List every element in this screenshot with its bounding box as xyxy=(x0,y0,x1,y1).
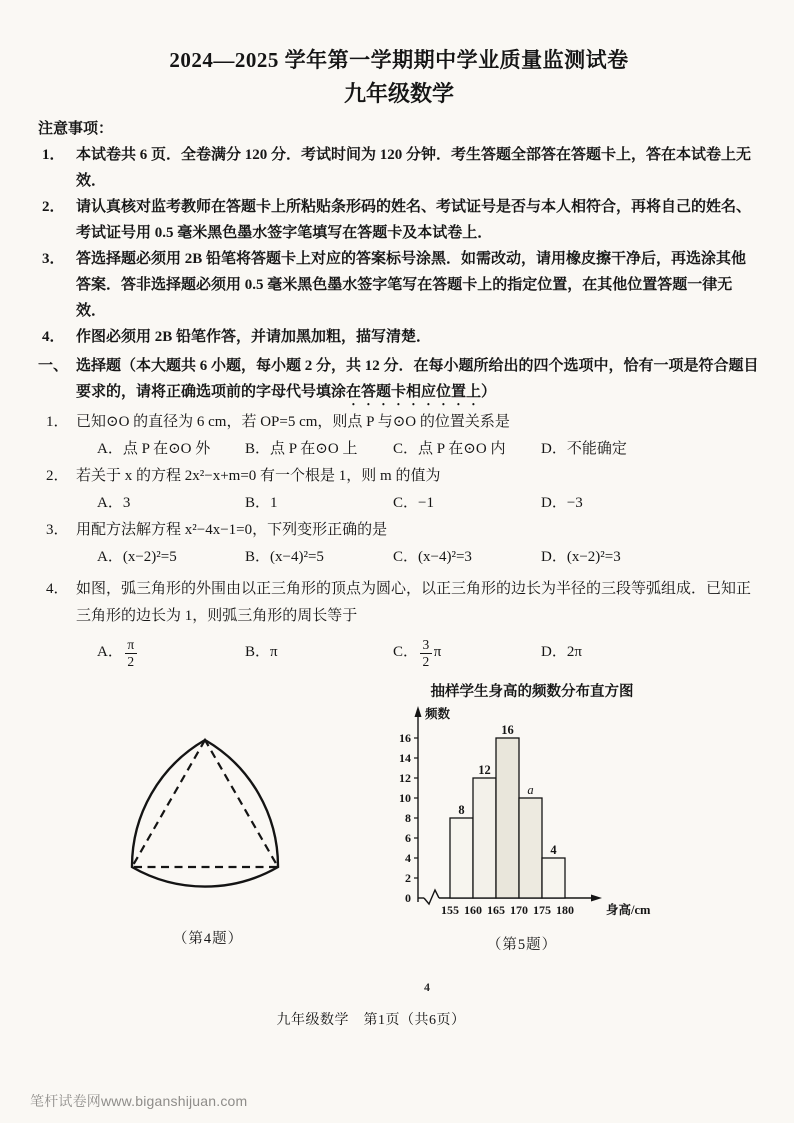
question-3-stem xyxy=(46,517,760,544)
option-c: C．−1 xyxy=(393,495,434,511)
question-text: 用配方法解方程 x²−4x−1=0，下列变形正确的是 xyxy=(76,522,388,538)
inner-dashed-triangle xyxy=(132,740,278,867)
notice-item-text: 本试卷共 6 页．全卷满分 120 分．考试时间为 120 分钟．考生答题全部答在答题卡上，答在本试卷上无效． xyxy=(76,147,752,189)
question-text: 若关于 x 的方程 2x²−x+m=0 有一个根是 1，则 m 的值为 xyxy=(76,468,441,484)
notice-item-text: 答选择题必须用 2B 铅笔将答题卡上对应的答案标号涂黑．如需改动，请用橡皮擦干净后，再选涂其他答案．答非选择题必须用 0.5 毫米黑色墨水签字笔写在答题卡上的指定位置，在其他位置答题一律无效． xyxy=(76,251,747,319)
question-2-stem xyxy=(46,463,760,490)
question-4-options xyxy=(97,630,760,674)
option-c: C．点 P 在⊙O 内 xyxy=(393,441,506,457)
svg-text:14: 14 xyxy=(399,751,411,765)
question-text: 已知⊙O 的直径为 6 cm，若 OP=5 cm，则点 P 与⊙O 的位置关系是 xyxy=(76,414,510,430)
chart-title: 抽样学生身高的频数分布直方图 xyxy=(430,684,634,700)
fraction xyxy=(125,637,137,669)
exam-subtitle: 九年级数学 xyxy=(343,81,454,106)
option-d: D．−3 xyxy=(541,495,583,511)
svg-text:175: 175 xyxy=(533,903,551,917)
notice-item-text: 请认真核对监考教师在答题卡上所粘贴条形码的姓名、考试证号是否与本人相符合，再将自己的姓名、考试证号用 0.5 毫米黑色墨水签字笔填写在答题卡及本试卷上． xyxy=(76,199,752,241)
fraction-denominator: 2 xyxy=(127,654,135,669)
option-a: A．(x−2)²=5 xyxy=(97,549,177,565)
watermark: 笔杆试卷网www.biganshijuan.com xyxy=(30,1093,248,1109)
question-2-options xyxy=(97,490,760,517)
option-label: B． xyxy=(245,643,271,660)
svg-text:8: 8 xyxy=(458,803,465,817)
svg-text:4: 4 xyxy=(550,843,557,857)
question-4-stem xyxy=(46,576,760,630)
option-d xyxy=(541,639,760,666)
option-c: C．(x−4)²=3 xyxy=(393,549,472,565)
question-4 xyxy=(38,576,760,674)
notice-item-number: 2． xyxy=(42,199,65,215)
question-3-options xyxy=(97,544,760,571)
svg-text:频数: 频数 xyxy=(425,707,451,721)
notice-item-3 xyxy=(42,246,760,324)
notice-item-1 xyxy=(42,142,760,194)
notice-item-number: 4． xyxy=(42,329,65,345)
fraction-numerator: 3 xyxy=(420,637,432,654)
reuleaux-outline xyxy=(132,740,278,887)
svg-text:16: 16 xyxy=(399,731,411,745)
option-value: π xyxy=(270,643,278,660)
svg-text:170: 170 xyxy=(510,903,528,917)
question-1 xyxy=(38,409,760,463)
option-b: B．(x−4)²=5 xyxy=(245,549,324,565)
svg-text:4: 4 xyxy=(405,851,411,865)
option-c xyxy=(393,636,541,668)
option-a: A．3 xyxy=(97,495,131,511)
svg-text:160: 160 xyxy=(464,903,482,917)
notice-item-4 xyxy=(42,324,760,350)
page-footer: 九年级数学 第1页（共6页） xyxy=(276,1013,466,1028)
option-suffix: π xyxy=(433,643,442,660)
svg-text:6: 6 xyxy=(405,831,411,845)
notice-item-number: 1． xyxy=(42,147,65,163)
figure-5-caption: （第5题） xyxy=(486,937,558,953)
option-label: D． xyxy=(541,643,567,660)
option-d: D．(x−2)²=3 xyxy=(541,549,621,565)
reuleaux-triangle-figure xyxy=(118,730,298,900)
svg-text:165: 165 xyxy=(487,903,505,917)
svg-text:8: 8 xyxy=(405,811,411,825)
height-histogram xyxy=(390,700,670,920)
notice-section xyxy=(38,117,760,350)
exam-title: 2024—2025 学年第一学期期中学业质量监测试卷 xyxy=(169,48,629,72)
question-2 xyxy=(38,463,760,517)
fraction-denominator: 2 xyxy=(422,654,430,669)
section-header-emphasized: 在答题卡相应位置上 xyxy=(346,384,482,400)
notice-header: 注意事项： xyxy=(38,121,114,137)
question-number: 2． xyxy=(46,468,69,484)
stray-print-mark: 4 xyxy=(424,980,430,994)
notice-item-text: 作图必须用 2B 铅笔作答，并请加黑加粗，描写清楚． xyxy=(76,329,432,345)
option-label: A． xyxy=(97,643,123,660)
question-3 xyxy=(38,517,760,571)
figure-4-caption: （第4题） xyxy=(172,931,244,947)
svg-text:身高/cm: 身高/cm xyxy=(606,903,651,917)
figures-row xyxy=(0,674,794,994)
question-1-stem xyxy=(46,409,760,436)
section-number: 一、 xyxy=(38,358,69,374)
svg-text:16: 16 xyxy=(501,723,514,737)
section-choice-header xyxy=(38,353,760,409)
option-a: A．点 P 在⊙O 外 xyxy=(97,441,211,457)
svg-text:180: 180 xyxy=(556,903,574,917)
notice-item-number: 3． xyxy=(42,251,65,267)
svg-text:12: 12 xyxy=(478,763,491,777)
svg-text:155: 155 xyxy=(441,903,459,917)
option-d: D．不能确定 xyxy=(541,441,627,457)
option-b: B．1 xyxy=(245,495,278,511)
question-1-options xyxy=(97,436,760,463)
question-number: 3． xyxy=(46,522,69,538)
question-text: 如图，弧三角形的外围由以正三角形的顶点为圆心，以正三角形的边长为半径的三段等弧组成．已知正三角形的边长为 1，则弧三角形的周长等于 xyxy=(76,581,752,624)
svg-text:12: 12 xyxy=(399,771,411,785)
option-a xyxy=(97,636,245,668)
option-b: B．点 P 在⊙O 上 xyxy=(245,441,358,457)
svg-text:0: 0 xyxy=(405,891,411,905)
option-value: 2π xyxy=(566,643,582,660)
svg-text:a: a xyxy=(527,783,534,797)
section-header-text: 选择题（本大题共 6 小题，每小题 2 分，共 12 分．在每小题所给出的四个选项中，恰有一项是符合题目要求的，请将正确选项前的字母代号填涂 xyxy=(76,358,759,400)
notice-item-2 xyxy=(42,194,760,246)
question-number: 4． xyxy=(46,581,69,597)
option-b xyxy=(245,639,393,666)
section-header-close: ） xyxy=(481,384,497,400)
svg-text:2: 2 xyxy=(405,871,411,885)
fraction-numerator: π xyxy=(125,637,137,654)
option-label: C． xyxy=(393,643,419,660)
question-number: 1． xyxy=(46,414,69,430)
svg-text:10: 10 xyxy=(399,791,411,805)
fraction xyxy=(420,637,432,669)
